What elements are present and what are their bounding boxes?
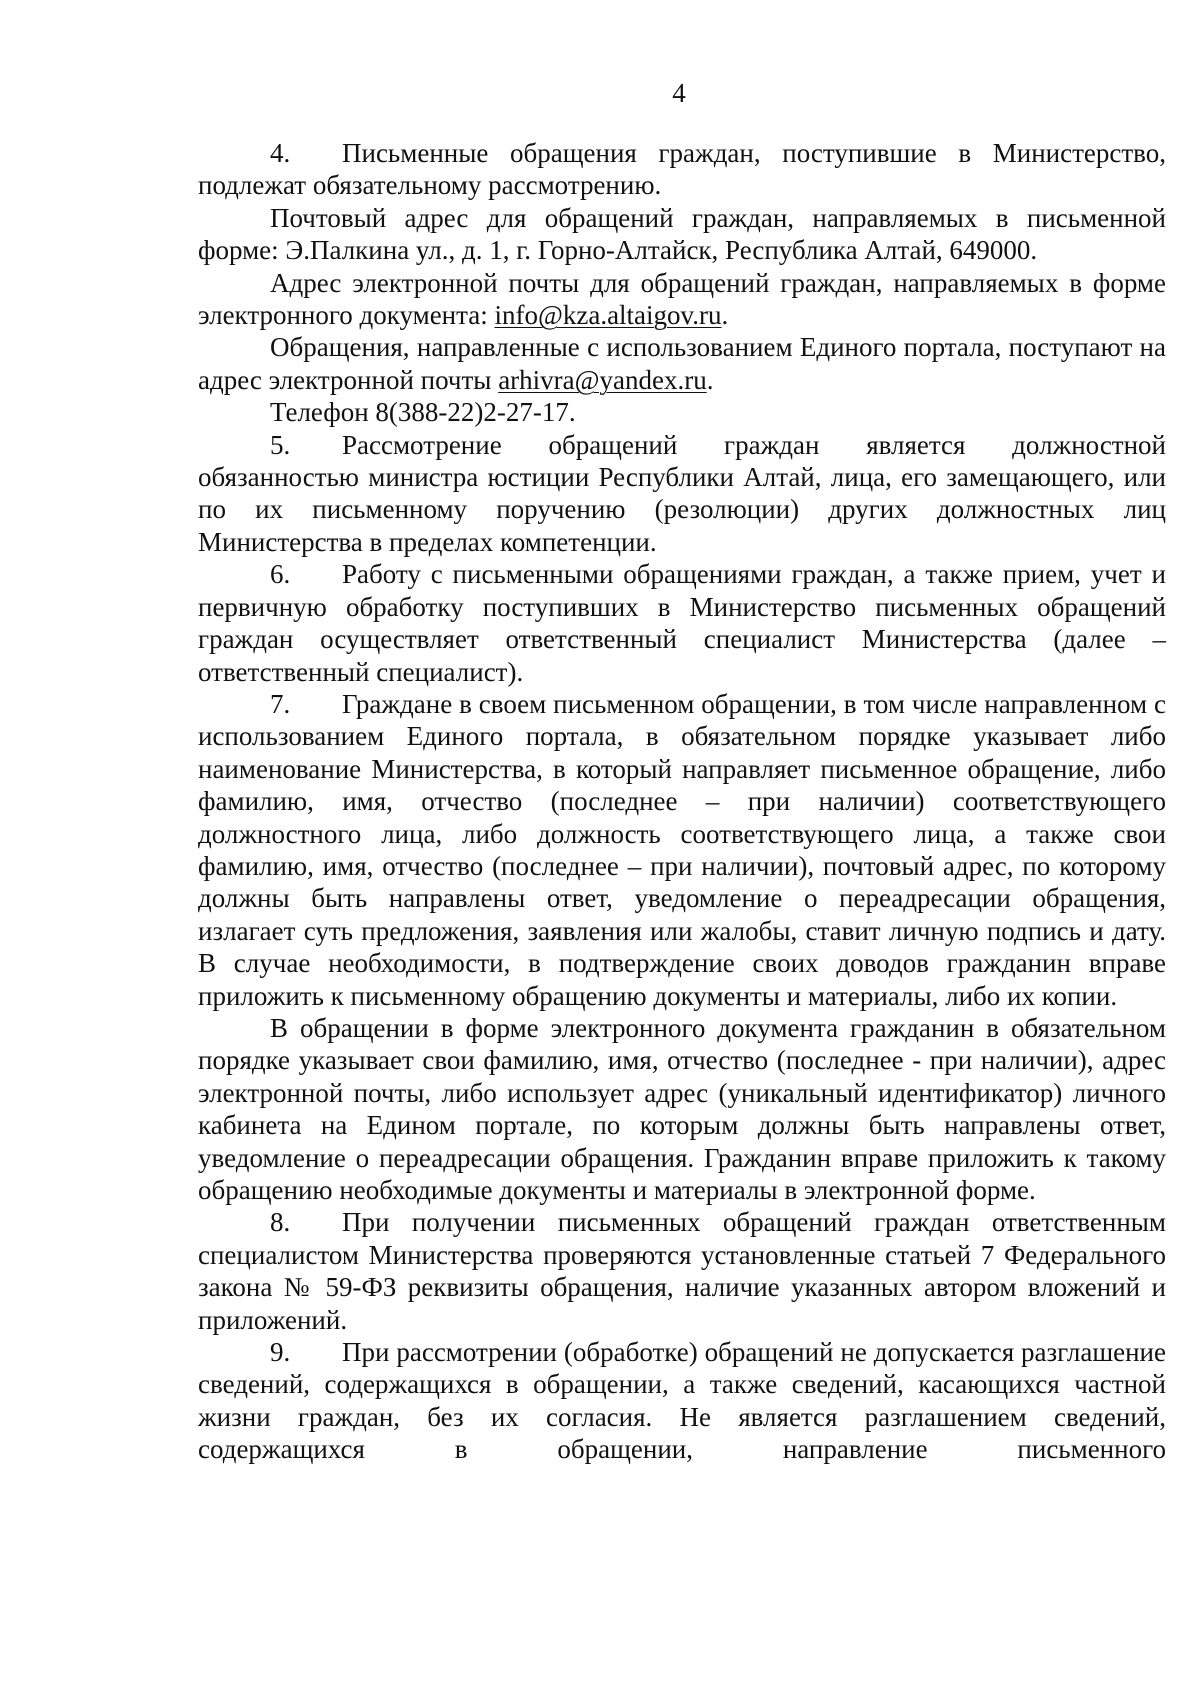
punctuation: . (706, 364, 714, 395)
document-body (198, 137, 1166, 1466)
paragraph-text: Работу с письменными обращениями граждан, а также прием, учет и первичную обработку поступивших в Министерство письменных обращений граждан осуществляет ответственный специалист Министерства (далее – ответственный специалист). (198, 559, 1166, 687)
paragraph-text: Обращения, направленные с использованием Единого портала, поступают на адрес электронной почты (198, 332, 1166, 395)
paragraph-electronic-appeal: В обращении в форме электронного документа гражданин в обязательном порядке указывает свои фамилию, имя, отчество (последнее - при наличии), адрес электронной почты, либо использует адрес (уникальный идентификатор) личного кабинета на Едином портале, по которым должны быть направлены ответ, уведомление о переадресации обращения. Гражданин вправе приложить к такому обращению необходимые документы и материалы в электронной форме. (198, 1012, 1166, 1205)
paragraph-text: При рассмотрении (обработке) обращений не допускается разглашение сведений, содержащихся в обращении, а также сведений, касающихся частной жизни граждан, без их согласия. Не является разглашением сведений, содержащихся в обращении, направление письменного (198, 1337, 1166, 1465)
punctuation: . (721, 300, 729, 331)
paragraph-8 (198, 1206, 1166, 1336)
paragraph-text: Письменные обращения граждан, поступившие в Министерство, подлежат обязательному рассмотрению. (198, 138, 1166, 201)
paragraph-number: 9. (270, 1337, 291, 1368)
email-link[interactable]: info@kza.altaigov.ru (494, 300, 722, 331)
paragraph-number: 6. (270, 559, 291, 590)
paragraph-number: 7. (270, 688, 291, 719)
page-number: 4 (672, 78, 686, 108)
paragraph-number: 4. (270, 138, 291, 168)
paragraph-9 (198, 1336, 1166, 1466)
paragraph-6 (198, 558, 1166, 688)
paragraph-text: Рассмотрение обращений граждан является должностной обязанностью министра юстиции Республики Алтай, лица, его замещающего, или по их письменному поручению (резолюции) других должностных лиц Министерства в пределах компетенции. (198, 429, 1166, 557)
paragraph-4 (198, 137, 1166, 202)
paragraph-text: Граждане в своем письменном обращении, в том числе направленном с использованием Единого портала, в обязательном порядке указывает либо наименование Министерства, в который направляет письменное обращение, либо фамилию, имя, отчество (последнее – при наличии) соответствующего должностного лица, либо должность соответствующего лица, а также свои фамилию, имя, отчество (последнее – при наличии), почтовый адрес, по которому должны быть направлены ответ, уведомление о переадресации обращения, излагает суть предложения, заявления или жалобы, ставит личную подпись и дату. В случае необходимости, в подтверждение своих доводов гражданин вправе приложить к письменному обращению документы и материалы, либо их копии. (198, 688, 1166, 1011)
paragraph-7 (198, 688, 1166, 1012)
paragraph-text: Адрес электронной почты для обращений граждан, направляемых в форме электронного документа: (198, 267, 1166, 331)
paragraph-phone: Телефон 8(388-22)2-27-17. (270, 397, 576, 428)
paragraph-number: 5. (270, 429, 291, 460)
paragraph-portal-email (198, 331, 1166, 396)
paragraph-number: 8. (270, 1207, 291, 1238)
portal-email-link[interactable]: arhivra@yandex.ru (498, 364, 707, 395)
paragraph-postal-address: Почтовый адрес для обращений граждан, направляемых в письменной форме: Э.Палкина ул., д. 1, г. Горно-Алтайск, Республика Алтай, 649000. (198, 202, 1166, 266)
paragraph-email-address (198, 267, 1166, 332)
paragraph-5 (198, 429, 1166, 559)
paragraph-text: При получении письменных обращений граждан ответственным специалистом Министерства проверяются установленные статьей 7 Федерального закона № 59-ФЗ реквизиты обращения, наличие указанных автором вложений и приложений. (198, 1207, 1166, 1335)
